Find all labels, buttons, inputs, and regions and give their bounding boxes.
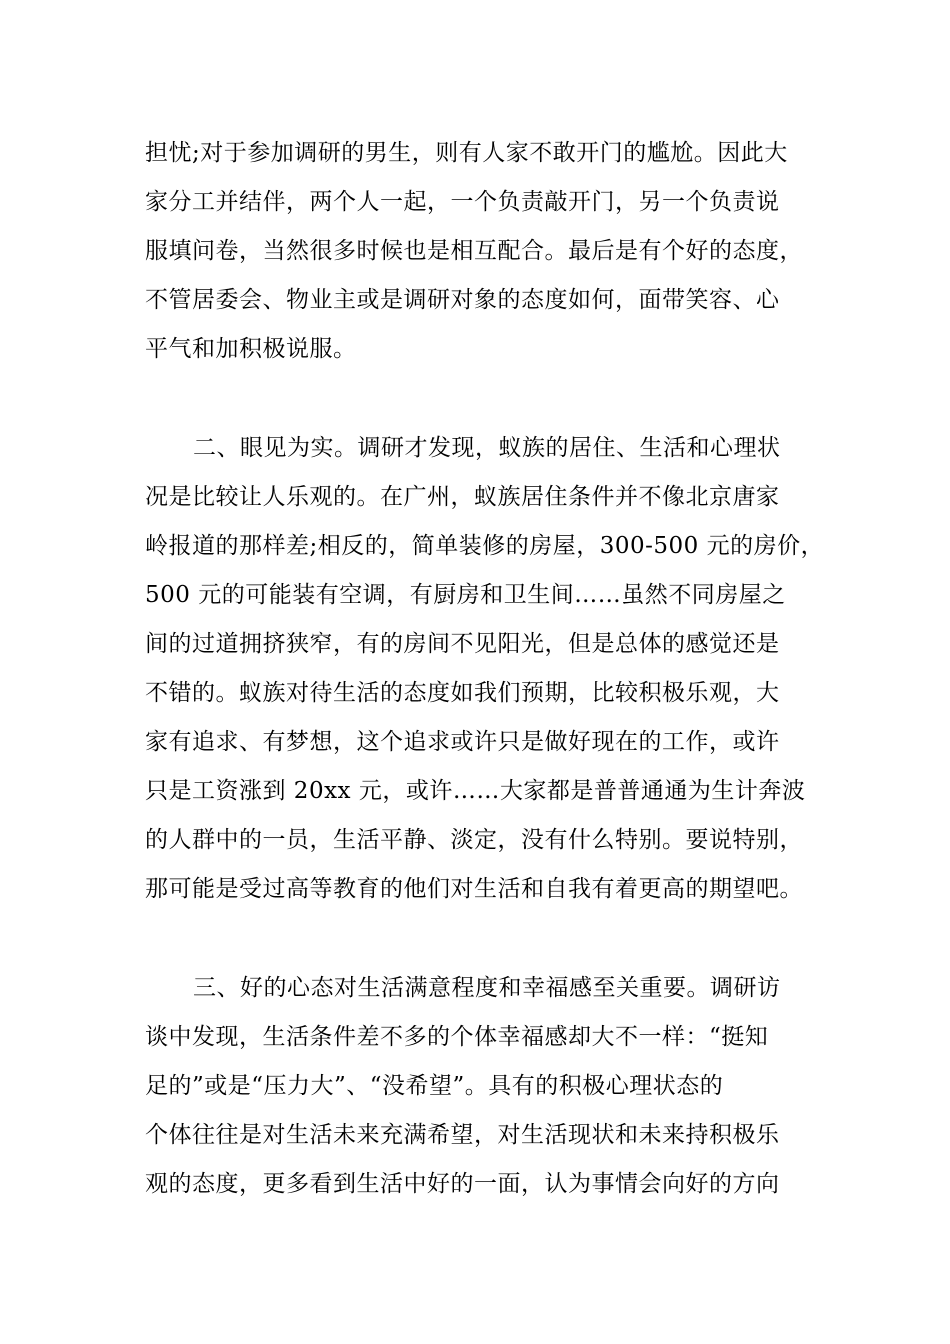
paragraph-2-line-8: 只是工资涨到 20xx 元，或许……大家都是普普通通为生计奔波 [145,778,806,804]
paragraph-1-line-2: 家分工并结伴，两个人一起，一个负责敲开门，另一个负责说 [145,189,780,215]
paragraph-1-line-1: 担忧;对于参加调研的男生，则有人家不敢开门的尴尬。因此大 [145,140,788,166]
paragraph-2-line-2: 况是比较让人乐观的。在广州，蚁族居住条件并不像北京唐家 [145,484,780,510]
paragraph-2-line-9: 的人群中的一员，生活平静、淡定，没有什么特别。要说特别， [145,827,803,853]
paragraph-2-line-10: 那可能是受过高等教育的他们对生活和自我有着更高的期望吧。 [145,876,803,902]
paragraph-3-line-1: 三、好的心态对生活满意程度和幸福感至关重要。调研访 [193,975,781,1001]
paragraph-1-line-3: 服填问卷，当然很多时候也是相互配合。最后是有个好的态度， [145,238,803,264]
paragraph-2-line-6: 不错的。蚁族对待生活的态度如我们预期，比较积极乐观，大 [145,680,780,706]
paragraph-2-line-7: 家有追求、有梦想，这个追求或许只是做好现在的工作，或许 [145,729,780,755]
paragraph-1-line-4: 不管居委会、物业主或是调研对象的态度如何，面带笑容、心 [145,287,780,313]
paragraph-1-line-5: 平气和加积极说服。 [145,336,357,362]
paragraph-2-line-3: 岭报道的那样差;相反的，简单装修的房屋，300-500 元的房价， [145,533,825,559]
paragraph-3-line-4: 个体往往是对生活未来充满希望，对生活现状和未来持积极乐 [145,1122,780,1148]
paragraph-3-line-2: 谈中发现，生活条件差不多的个体幸福感却大不一样：“挺知 [145,1024,769,1050]
paragraph-3-line-5: 观的态度，更多看到生活中好的一面，认为事情会向好的方向 [145,1171,780,1197]
paragraph-2-line-4: 500 元的可能装有空调，有厨房和卫生间……虽然不同房屋之 [145,582,786,608]
paragraph-3-line-3: 足的”或是“压力大”、“没希望”。具有的积极心理状态的 [145,1073,724,1099]
paragraph-2-line-5: 间的过道拥挤狭窄，有的房间不见阳光，但是总体的感觉还是 [145,631,780,657]
paragraph-2-line-1: 二、眼见为实。调研才发现，蚁族的居住、生活和心理状 [193,435,781,461]
